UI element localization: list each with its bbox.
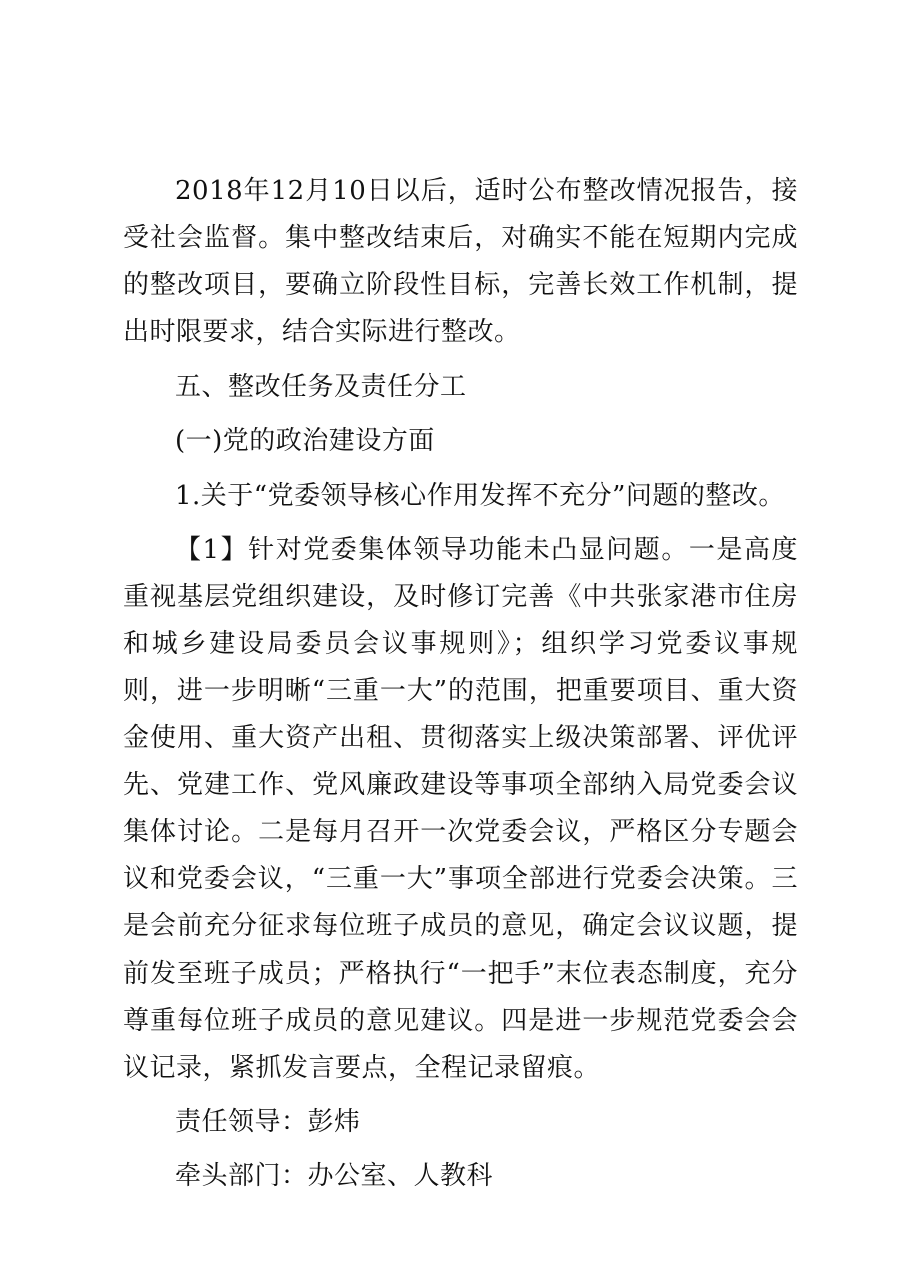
- document-body: [123, 168, 798, 1207]
- paragraph-measure-1: 【1】针对党委集体领导功能未凸显问题。一是高度重视基层党组织建设，及时修订完善《中共张家港市住房和城乡建设局委员会议事规则》；组织学习党委议事规则，进一步明晰“三重一大”的范围，把重要项目、重大资金使用、重大资产出租、贯彻落实上级决策部署、评优评先、党建工作、党风廉政建设等事项全部纳入局党委会议集体讨论。二是每月召开一次党委会议，严格区分专题会议和党委会议，“三重一大”事项全部进行党委会决策。三是会前充分征求每位班子成员的意见，确定会议议题，提前发至班子成员；严格执行“一把手”末位表态制度，充分尊重每位班子成员的意见建议。四是进一步规范党委会会议记录，紧抓发言要点，全程记录留痕。: [123, 534, 798, 1083]
- responsible-leader: 责任领导：彭炜: [175, 1106, 361, 1137]
- paragraph-report-publish: 2018年12月10日以后，适时公布整改情况报告，接受社会监督。集中整改结束后，对确实不能在短期内完成的整改项目，要确立阶段性目标，完善长效工作机制，提出时限要求，结合实际进行整改。: [123, 176, 798, 348]
- lead-department: 牵头部门：办公室、人教科: [175, 1160, 494, 1191]
- subsection-heading-political: (一)党的政治建设方面: [175, 426, 435, 457]
- section-heading-tasks: 五、整改任务及责任分工: [175, 372, 467, 403]
- item-heading-leadership: 1.关于“党委领导核心作用发挥不充分”问题的整改。: [175, 480, 785, 511]
